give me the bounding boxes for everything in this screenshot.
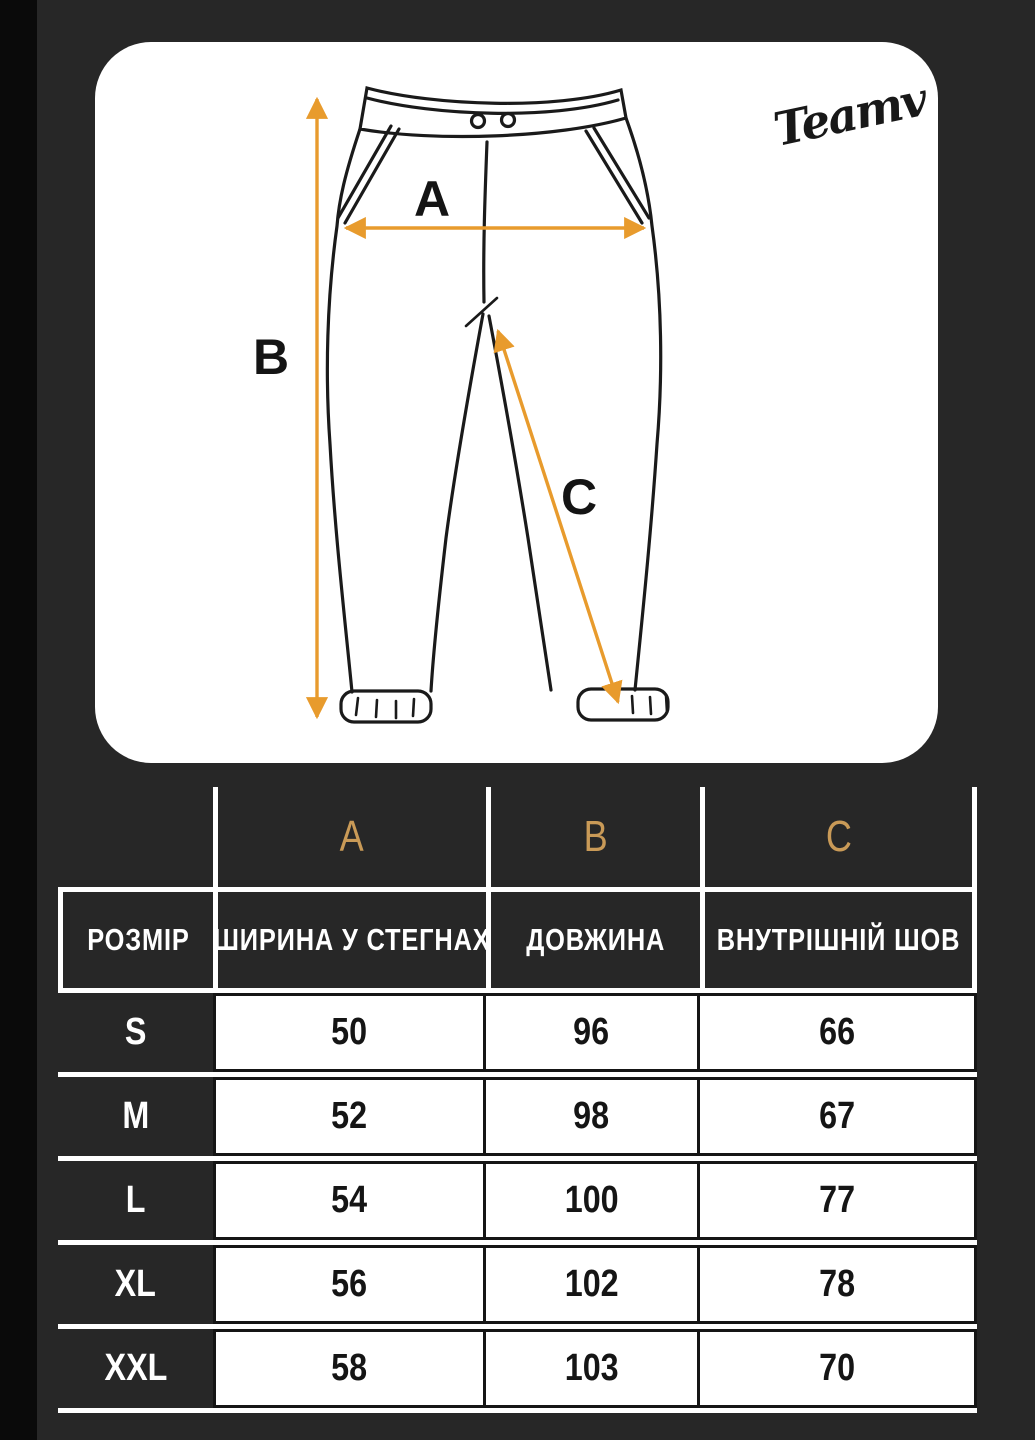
table-letter-header-row bbox=[58, 787, 977, 887]
value-b: 98 bbox=[486, 1077, 700, 1156]
letter-header-a: A bbox=[213, 787, 486, 887]
label-b: B bbox=[252, 329, 290, 385]
cuff-left bbox=[341, 691, 431, 722]
eyelet-left bbox=[472, 115, 485, 128]
value-a: 52 bbox=[213, 1077, 486, 1156]
outer-seam-left bbox=[327, 129, 360, 692]
letter-header-c: C bbox=[700, 787, 977, 887]
value-c: 67 bbox=[700, 1077, 977, 1156]
value-b: 103 bbox=[486, 1329, 700, 1408]
size-label: S bbox=[124, 1011, 147, 1053]
left-dark-strip bbox=[0, 0, 37, 1440]
measurement-arrows bbox=[317, 99, 644, 717]
pants-outline bbox=[327, 88, 668, 722]
label-a: A bbox=[413, 171, 451, 227]
letter-header-empty bbox=[58, 787, 213, 887]
cuff-right-ribs bbox=[632, 695, 667, 714]
arrow-c-inseam bbox=[498, 331, 618, 702]
cuff-right bbox=[578, 689, 668, 720]
size-label: XL bbox=[114, 1263, 157, 1305]
value-b: 100 bbox=[486, 1161, 700, 1240]
column-header-size: РОЗМІР bbox=[58, 892, 213, 988]
table-row-s bbox=[58, 993, 977, 1077]
column-header-length: ДОВЖИНА bbox=[486, 892, 700, 988]
size-label: M bbox=[122, 1095, 149, 1137]
table-row-xxl bbox=[58, 1329, 977, 1413]
letter-header-b: B bbox=[486, 787, 700, 887]
brand-logo: Teamv bbox=[769, 71, 931, 157]
table-column-header-row bbox=[58, 887, 977, 993]
value-a: 56 bbox=[213, 1245, 486, 1324]
center-seam bbox=[484, 142, 487, 302]
label-c: C bbox=[560, 469, 598, 525]
pocket-right bbox=[586, 128, 649, 223]
size-label: XXL bbox=[104, 1347, 167, 1389]
measurement-diagram-card bbox=[95, 42, 938, 763]
size-table bbox=[58, 787, 977, 1413]
value-c: 70 bbox=[700, 1329, 977, 1408]
value-a: 54 bbox=[213, 1161, 486, 1240]
inner-seam-left bbox=[431, 314, 483, 691]
column-header-inseam: ВНУТРІШНІЙ ШОВ bbox=[700, 892, 977, 988]
inner-seam-right bbox=[489, 316, 551, 690]
pants-measurement-diagram bbox=[95, 42, 938, 763]
value-a: 58 bbox=[213, 1329, 486, 1408]
table-row-l bbox=[58, 1161, 977, 1245]
value-a: 50 bbox=[213, 993, 486, 1072]
size-label: L bbox=[125, 1179, 146, 1221]
value-b: 96 bbox=[486, 993, 700, 1072]
cuff-left-ribs bbox=[356, 698, 414, 718]
eyelet-right bbox=[502, 114, 515, 127]
value-c: 78 bbox=[700, 1245, 977, 1324]
value-b: 102 bbox=[486, 1245, 700, 1324]
value-c: 66 bbox=[700, 993, 977, 1072]
value-c: 77 bbox=[700, 1161, 977, 1240]
table-row-m bbox=[58, 1077, 977, 1161]
table-row-xl bbox=[58, 1245, 977, 1329]
column-header-hip-width: ШИРИНА У СТЕГНАХ bbox=[213, 892, 486, 988]
